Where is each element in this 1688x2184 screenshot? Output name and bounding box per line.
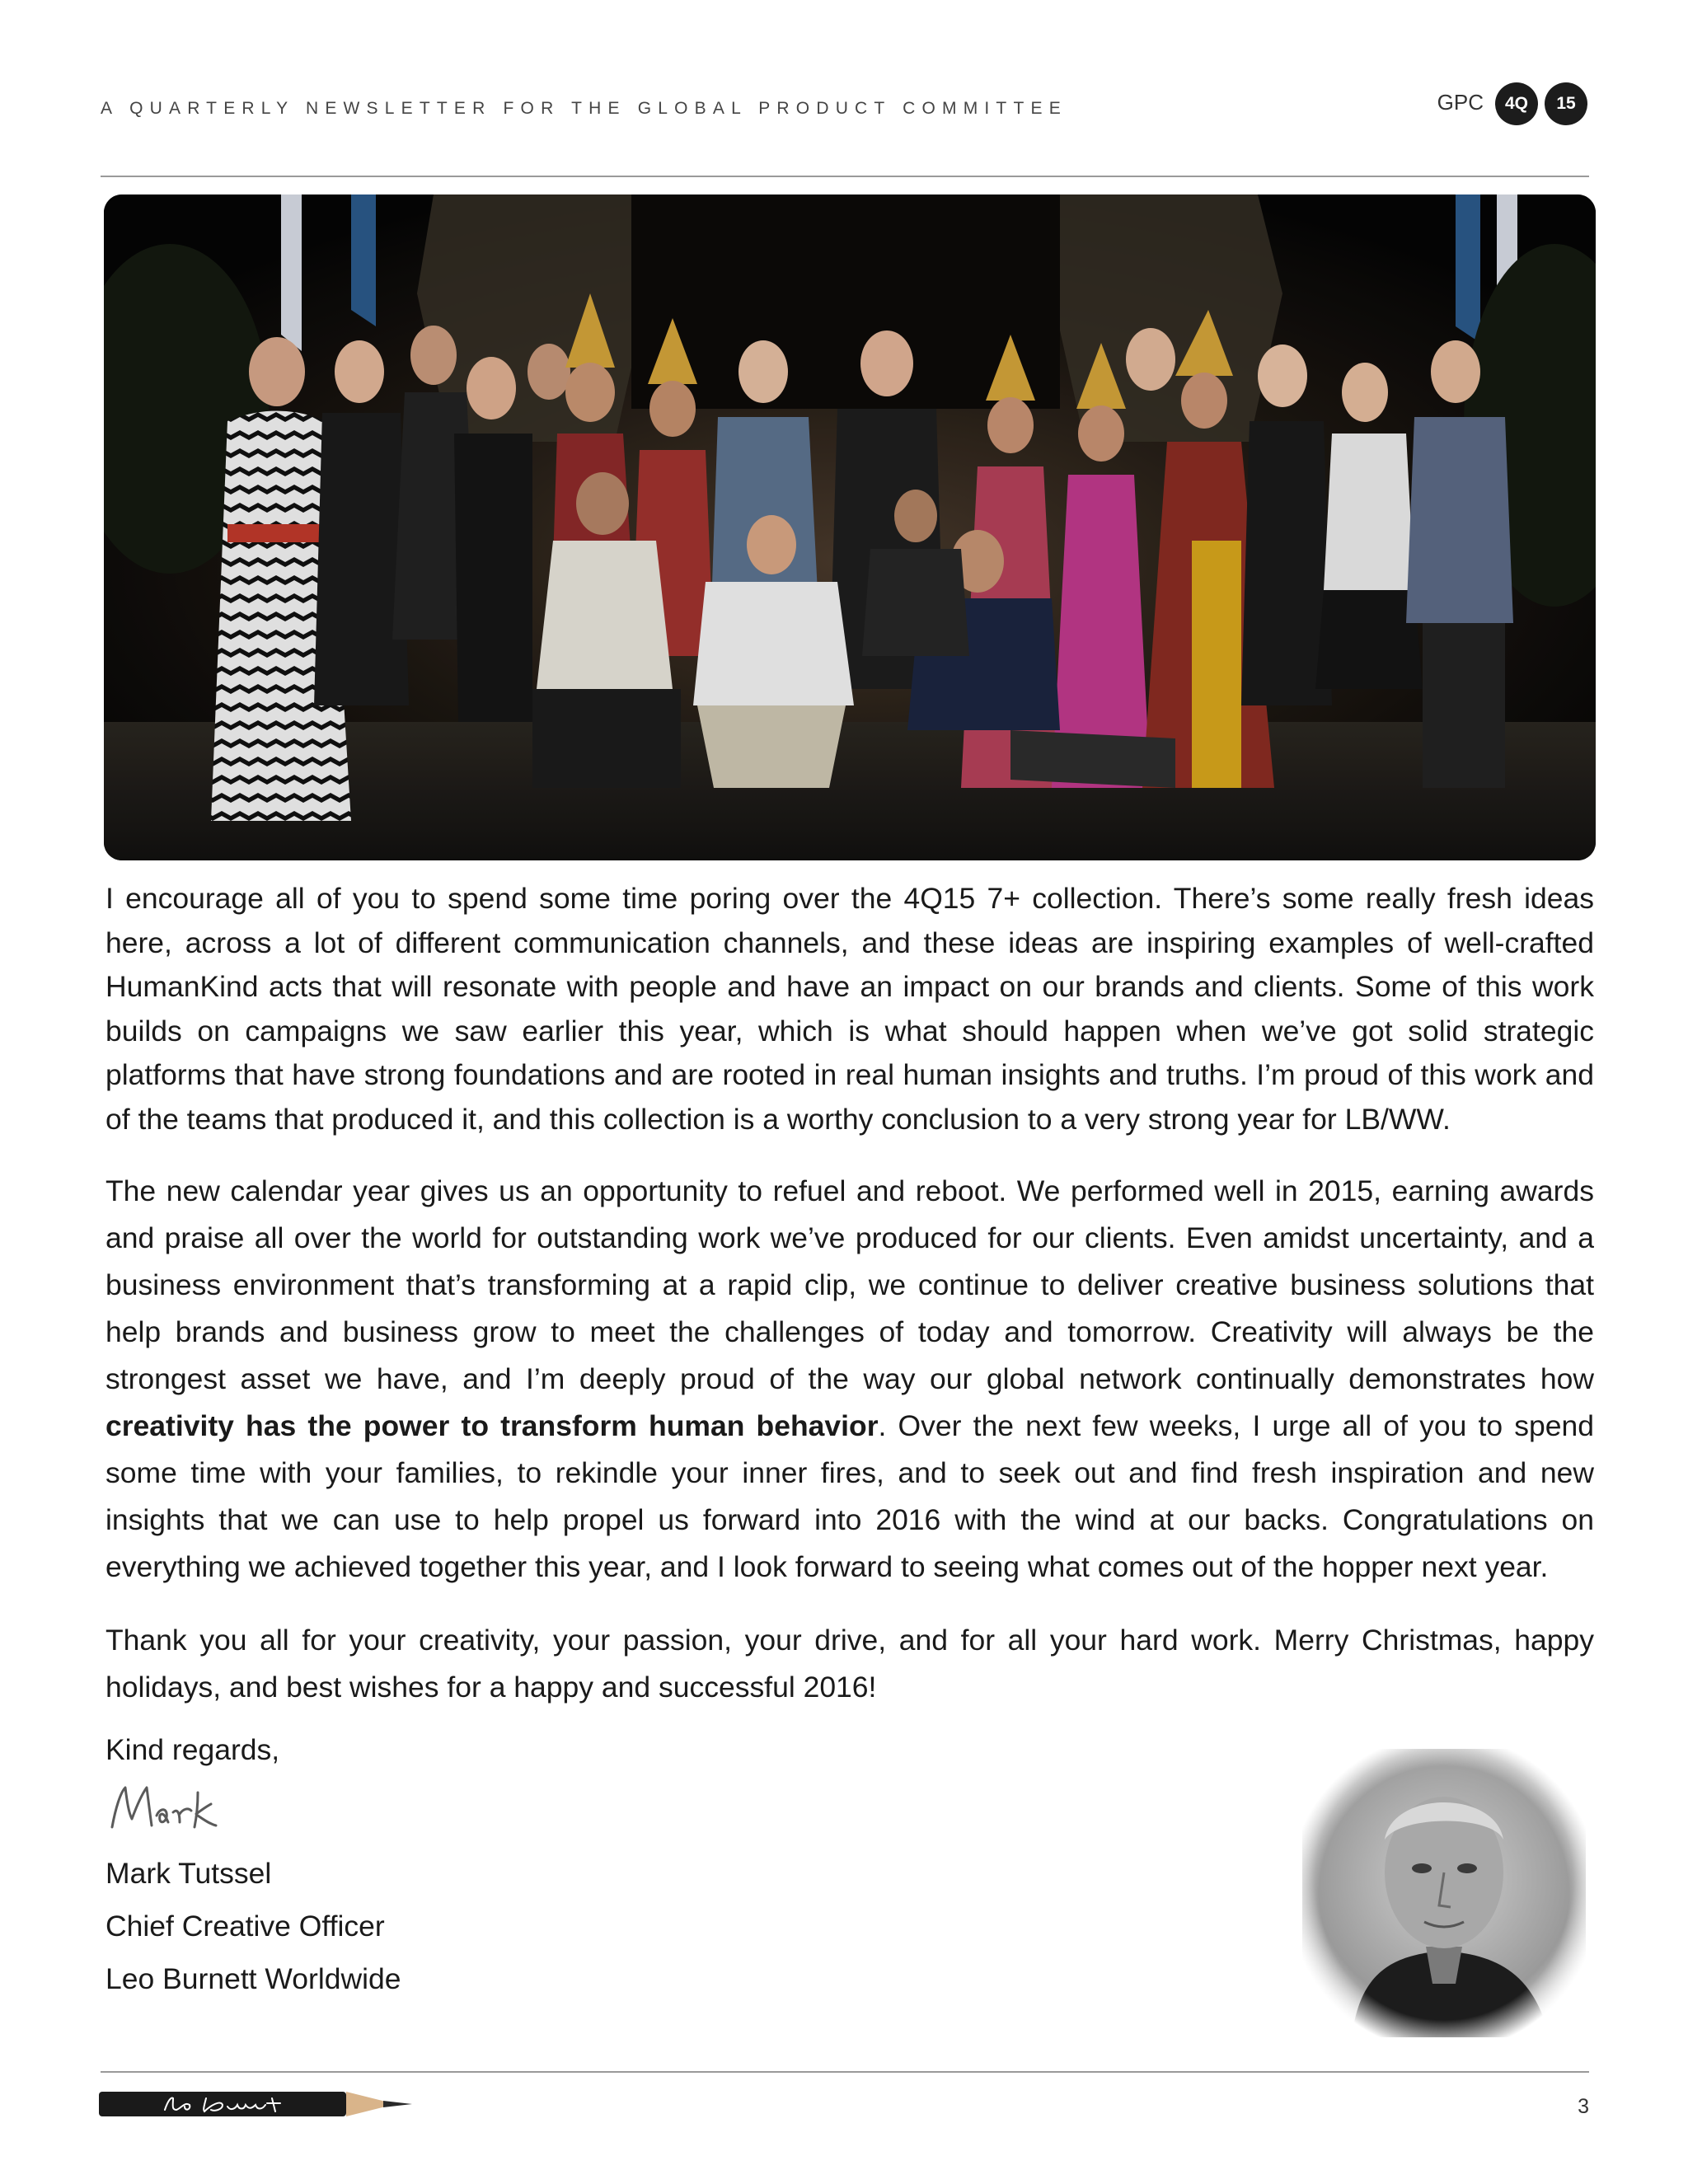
closing-text: Kind regards, (106, 1733, 280, 1766)
signature (106, 1776, 237, 1846)
letter-paragraph-1: I encourage all of you to spend some time poring over the 4Q15 7+ collection. There’s some really fresh ideas here, across a lot of different communication channels, and these ideas are inspiring examples of well-crafted HumanKind acts that will resonate with people and have an impact on our brands and clients. Some of this work builds on campaigns we saw earlier this year, which is what should happen when we’ve got solid strategic platforms that have strong foundations and are rooted in real human insights and truths. I’m proud of this work and of the teams that produced it, and this collection is a worthy conclusion to a very strong year for LB/WW. (106, 882, 1594, 1136)
leo-burnett-pencil-logo (99, 2087, 412, 2125)
header-divider (101, 176, 1589, 177)
author-portrait (1302, 1749, 1586, 2037)
year-badge: 15 (1545, 82, 1587, 125)
footer-divider (101, 2071, 1589, 2073)
signer-name: Mark Tutssel (106, 1857, 272, 1890)
issue-badge-group (1437, 82, 1587, 125)
hero-group-photo (104, 194, 1596, 860)
gpc-label: GPC (1437, 89, 1484, 115)
quarter-badge: 4Q (1495, 82, 1538, 125)
letter-body (106, 877, 1594, 1737)
page-number: 3 (1578, 2095, 1589, 2118)
signer-company: Leo Burnett Worldwide (106, 1962, 401, 1995)
letter-paragraph-2: The new calendar year gives us an opportunity to refuel and reboot. We performed well in 2015, earning awards and praise all over the world for outstanding work we’ve produced for our clients. Even amidst uncertainty, and a business environment that’s transforming at a rapid clip, we continue to deliver creative business solutions that help brands and business grow to meet the challenges of today and tomorrow. Creativity will always be the strongest asset we have, and I’m deeply proud of the way our global network continually demonstrates how creativity has the power to transform human behavior. Over the next few weeks, I urge all of you to spend some time with your families, to rekindle your inner fires, and to seek out and find fresh inspiration and new insights that we can use to help propel us forward into 2016 with the wind at our backs. Congratulations on everything we achieved together this year, and I look forward to seeing what comes out of the hopper next year. (106, 1174, 1595, 1583)
newsletter-tagline: A QUARTERLY NEWSLETTER FOR THE GLOBAL PRODUCT COMMITTEE (101, 99, 1067, 118)
signer-title: Chief Creative Officer (106, 1910, 385, 1943)
emphasis-text: creativity has the power to transform human behavior (106, 1409, 879, 1442)
letter-paragraph-3: Thank you all for your creativity, your passion, your drive, and for all your hard work. Merry Christmas, happy holidays, and best wishes for a happy and successful 2016! (106, 1624, 1594, 1704)
